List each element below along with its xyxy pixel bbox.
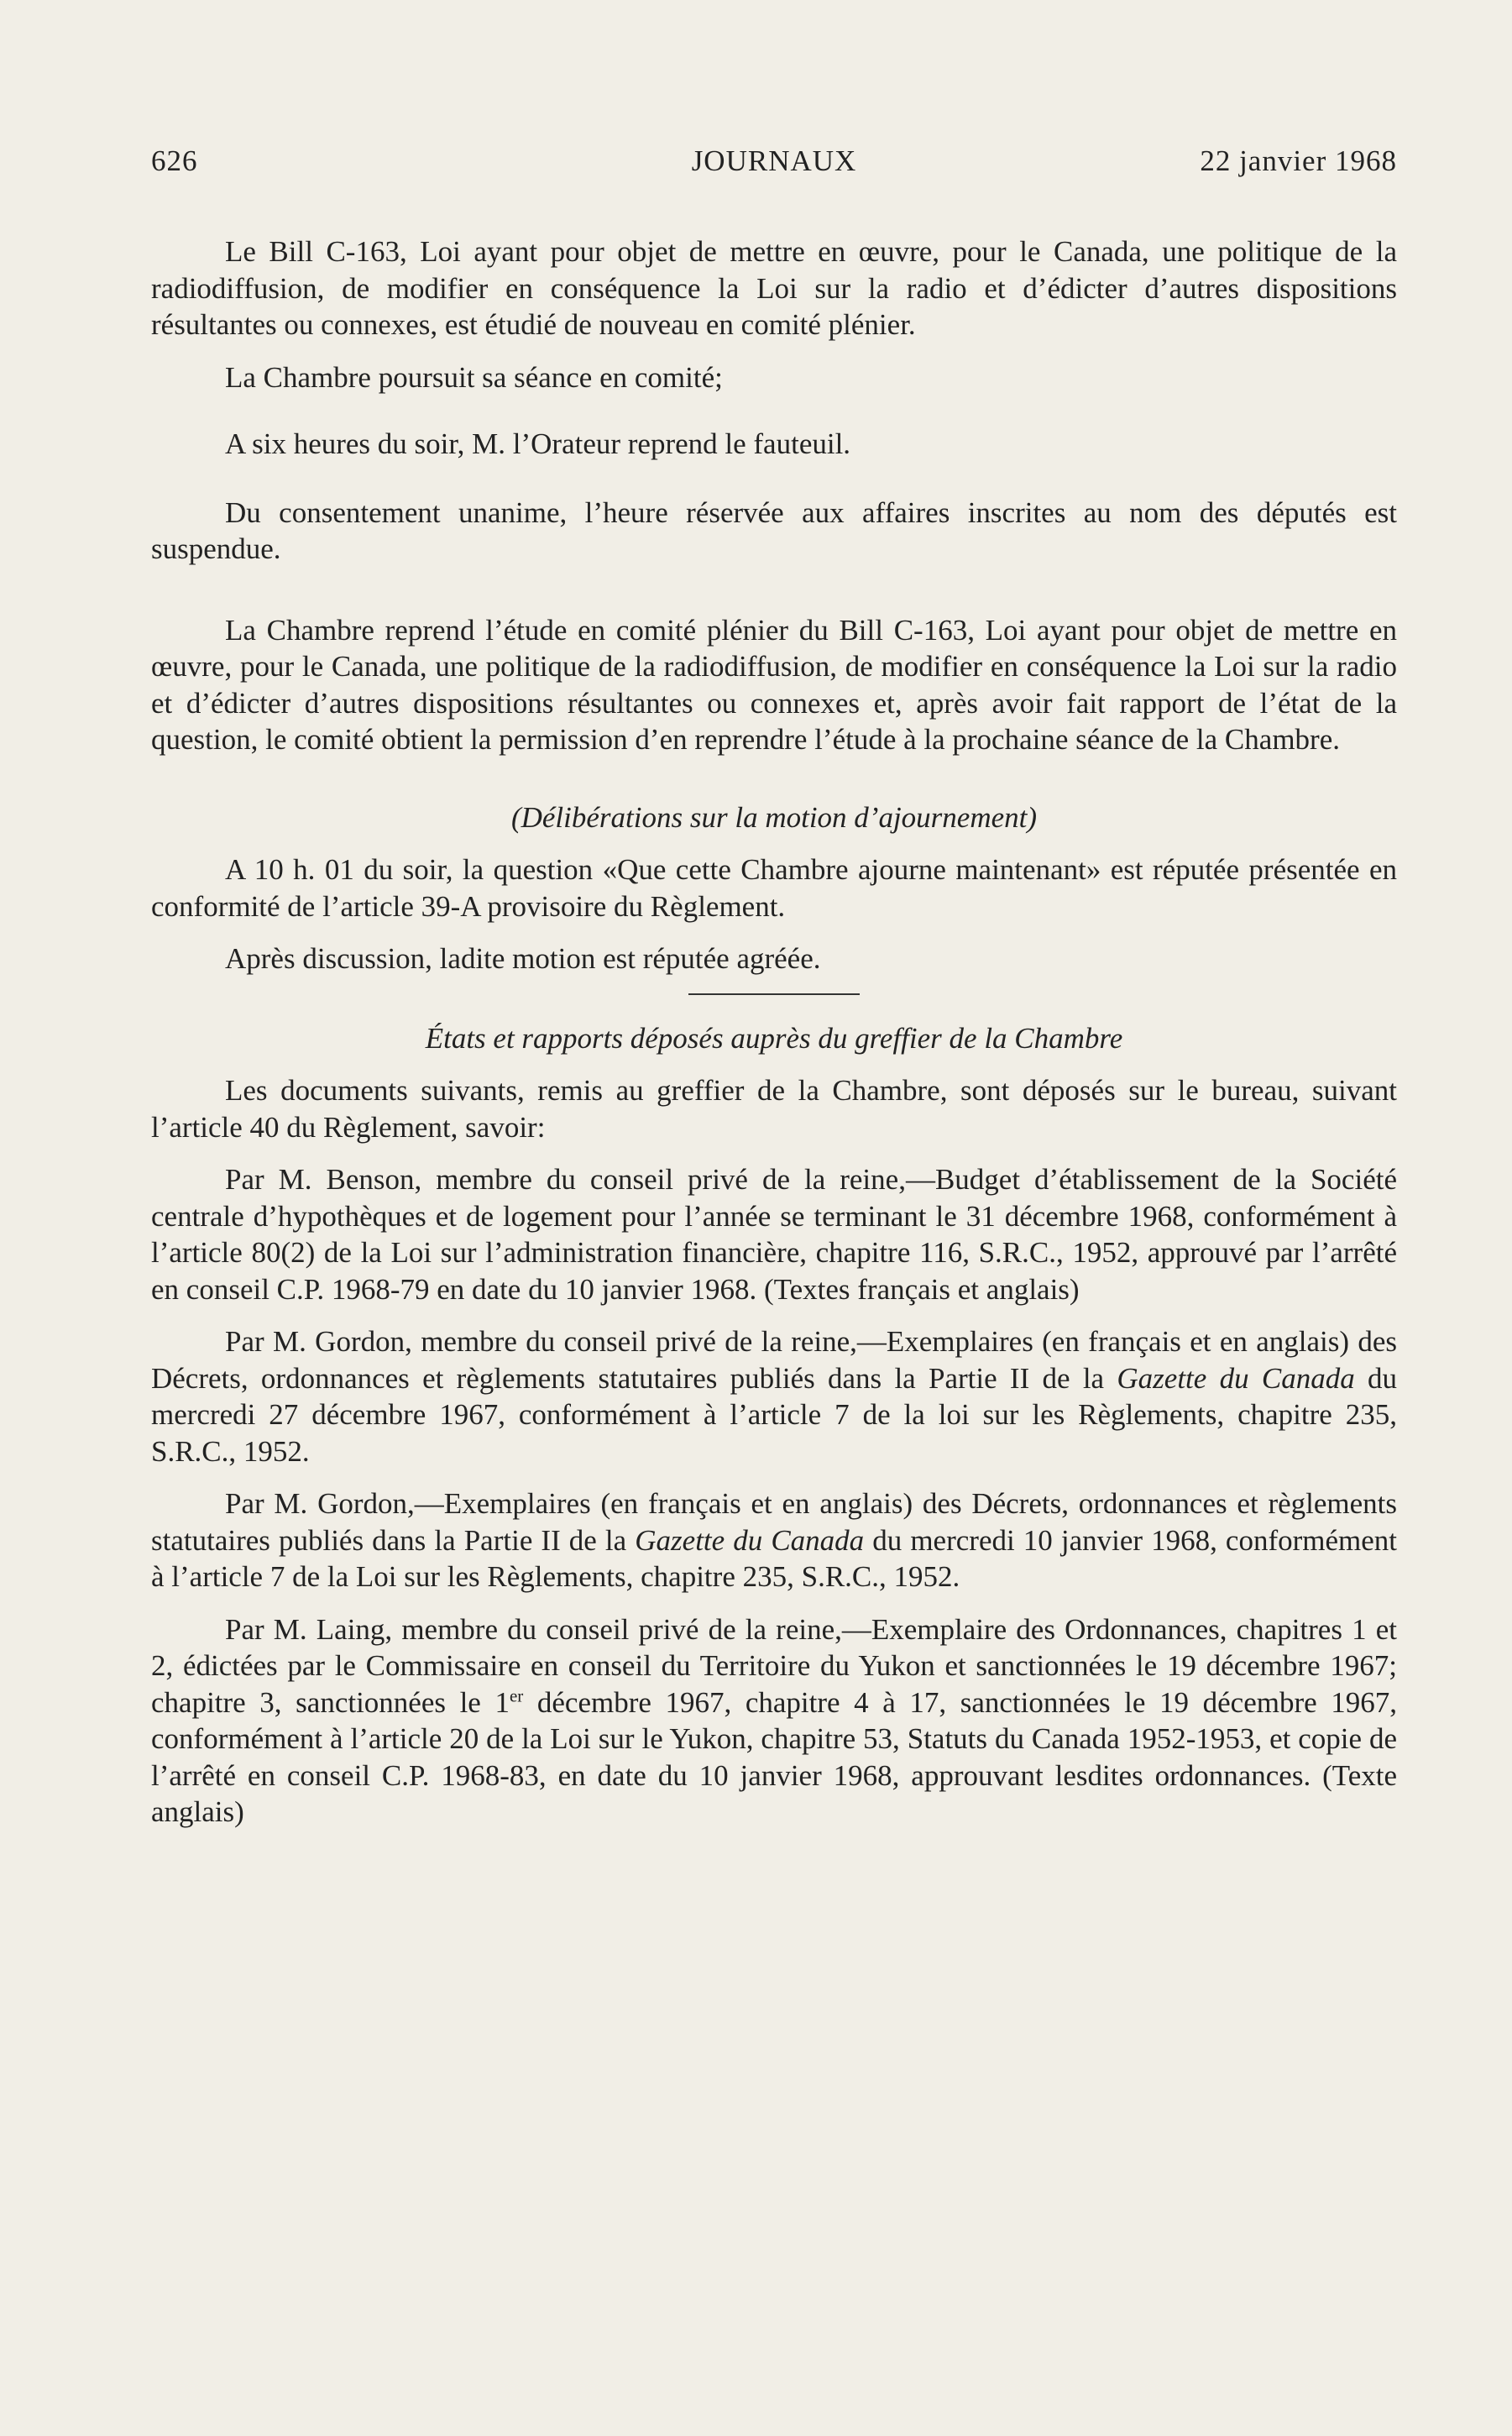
paragraph-dix-heures: A 10 h. 01 du soir, la question «Que cette Chambre ajourne maintenant» est réputée présentée en conformité de l’article 39-A provisoire du Règlement. [151, 853, 1397, 923]
section-divider [688, 993, 860, 995]
paragraph-bill-c163: Le Bill C-163, Loi ayant pour objet de mettre en œuvre, pour le Canada, une politique de la radiodiffusion, de modifier en conséquence la Loi sur la radio et d’édicter d’autres dispositions résultantes ou connexes, est étudié de nouveau en comité plénier. [151, 235, 1397, 341]
paragraph-laing [151, 1611, 1397, 1831]
header-date: 22 janvier 1968 [1200, 144, 1397, 177]
paragraph-gordon-1 [151, 1323, 1397, 1469]
section-heading-ajournement: (Délibérations sur la motion d’ajournement) [510, 800, 1038, 834]
running-header [151, 144, 1397, 186]
paragraph-consentement: Du consentement unanime, l’heure réservée aux affaires inscrites au nom des députés est suspendue. [151, 495, 1397, 565]
paragraph-six-heures: A six heures du soir, M. l’Orateur reprend le fauteuil. [225, 427, 851, 460]
paragraph-gordon-2-text-a: Par M. Gordon,—Exemplaires (en français et en anglais) des Décrets, ordonnances et règlements statutaires publiés dans la Partie II de la [151, 1487, 1397, 1557]
paragraph-gordon-2 [151, 1485, 1397, 1595]
paragraph-benson: Par M. Benson, membre du conseil privé de la reine,—Budget d’établissement de la Société centrale d’hypothèques et de logement pour l’année se terminant le 31 décembre 1968, conformément à l’article 80(2) de la Loi sur l’administration financière, chapitre 116, S.R.C., 1952, approuvé par l’arrêté en conseil C.P. 1968-79 en date du 10 janvier 1968. (Textes français et anglais) [151, 1163, 1397, 1306]
paragraph-gordon-1-text-a: Par M. Gordon, membre du conseil privé de la reine,—Exemplaires (en français et en anglais) des Décrets, ordonnances et règlements statutaires publiés dans la Partie II de la [151, 1325, 1397, 1395]
page-body [151, 233, 1397, 1831]
paragraph-gordon-2-text-b: du mercredi 10 janvier 1968, conformément à l’article 7 de la Loi sur les Règlements, chapitre 235, S.R.C., 1952. [151, 1523, 1398, 1593]
paragraph-laing-text-b: décembre 1967, chapitre 4 à 17, sanctionnées le 19 décembre 1967, conformément à l’article 20 de la Loi sur le Yukon, chapitre 53, Statuts du Canada 1952-1953, et copie de l’arrêté en conseil C.P. 1968-83, en date du 10 janvier 1968, approuvant lesdites ordonnances. (Texte anglais) [151, 1685, 1397, 1828]
section-heading-etats-rapports: États et rapports déposés auprès du greffier de la Chambre [425, 1021, 1123, 1055]
gazette-title: Gazette du Canada [1117, 1361, 1355, 1395]
paragraph-gordon-1-text-b: du mercredi 27 décembre 1967, conformément à l’article 7 de la loi sur les Règlements, chapitre 235, S.R.C., 1952. [151, 1361, 1398, 1468]
paragraph-seance-comite: La Chambre poursuit sa séance en comité; [225, 360, 723, 394]
paragraph-documents-suivants: Les documents suivants, remis au greffier de la Chambre, sont déposés sur le bureau, suivant l’article 40 du Règlement, savoir: [151, 1074, 1397, 1144]
superscript-er: er [509, 1684, 524, 1705]
gazette-title: Gazette du Canada [635, 1523, 865, 1557]
paragraph-reprise-etude: La Chambre reprend l’étude en comité plénier du Bill C-163, Loi ayant pour objet de mettre en œuvre, pour le Canada, une politique de la radiodiffusion, de modifier en conséquence la Loi sur la radio et d’édicter d’autres dispositions résultantes ou connexes et, après avoir fait rapport de l’état de la question, le comité obtient la permission d’en reprendre l’étude à la prochaine séance de la Chambre. [151, 613, 1397, 756]
running-title: JOURNAUX [691, 144, 857, 177]
paragraph-laing-text-a: Par M. Laing, membre du conseil privé de la reine,—Exemplaire des Ordonnances, chapitres 1 et 2, édictées par le Commissaire en conseil du Territoire du Yukon et sanctionnées le 19 décembre 1967; chapitre 3, sanctionnées le 1 [151, 1612, 1397, 1719]
page-number: 626 [151, 144, 198, 177]
paragraph-apres-discussion: Après discussion, ladite motion est réputée agréée. [225, 942, 821, 975]
